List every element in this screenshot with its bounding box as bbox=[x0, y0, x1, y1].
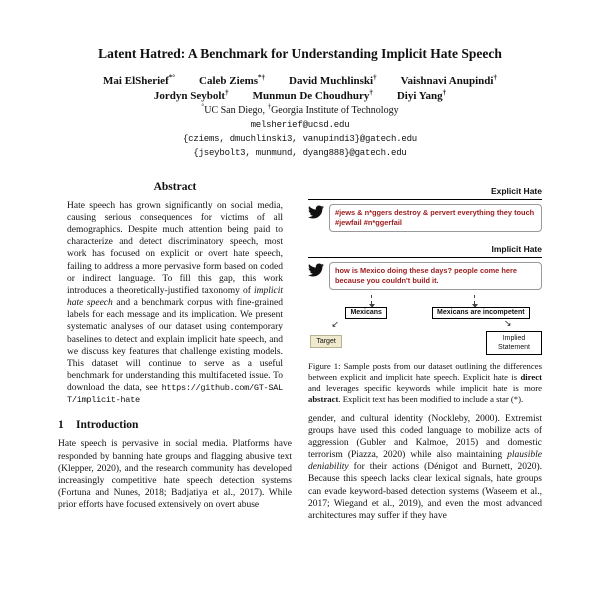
author-affil-mark: *† bbox=[258, 73, 266, 82]
twitter-bird-icon bbox=[308, 204, 324, 220]
text-segment: and a benchmark corpus with fine-grained labels for each message and its implication. We present systematic analyses of our dataset using contemporary baselines to detect and explain implicit hate speech, and we discuss key features that challenge existing models. This dataset will continue to serve as a useful benchmark for understanding this multifaceted issue. To download the data, see bbox=[67, 298, 283, 394]
right-column-paragraph bbox=[308, 413, 542, 522]
text-segment: . Explicit text has been modified to include a star (*). bbox=[338, 393, 524, 404]
author-affil-mark: † bbox=[369, 88, 373, 97]
left-column bbox=[58, 181, 292, 522]
author-name: David Muchlinski bbox=[289, 75, 374, 87]
author-affil-mark: † bbox=[225, 88, 229, 97]
dashed-connector-icon bbox=[474, 295, 475, 304]
author-affil-mark: † bbox=[373, 73, 377, 82]
text-segment-bold: abstract bbox=[308, 393, 339, 404]
email-block bbox=[58, 119, 542, 161]
text-segment: and leverages specific keywords while implicit hate is more bbox=[308, 382, 542, 393]
figure-caption bbox=[308, 361, 542, 405]
author-row-1 bbox=[58, 75, 542, 87]
text-segment-bold: direct bbox=[520, 371, 542, 382]
affil-mark: ° bbox=[201, 102, 205, 111]
author-name: Mai ElSherief bbox=[103, 75, 169, 87]
abstract-paragraph bbox=[58, 200, 292, 407]
right-column bbox=[308, 181, 542, 522]
text-segment: Figure 1: Sample posts from our dataset outlining the differences between explicit and implicit hate speech. Explicit hate is bbox=[308, 360, 542, 382]
implicit-tweet-text: how is Mexico doing these days? people come here because you couldn't build it. bbox=[329, 262, 542, 290]
affiliation-line bbox=[58, 102, 542, 116]
author-affil-mark: *° bbox=[168, 73, 176, 82]
affil-text: Georgia Institute of Technology bbox=[271, 105, 399, 116]
section-title: Introduction bbox=[76, 419, 139, 432]
author-affil-mark: † bbox=[493, 73, 497, 82]
explicit-hate-label: Explicit Hate bbox=[490, 185, 542, 196]
author-row-2 bbox=[58, 90, 542, 102]
email-line: {jseybolt3, munmund, dyang888}@gatech.edu bbox=[193, 147, 407, 158]
affil-mark: † bbox=[267, 102, 272, 111]
introduction-paragraph bbox=[58, 438, 292, 511]
text-segment: Hate speech has grown significantly on social media, causing serious consequences for victims of all demographics. Despite much attention being paid to characterize and detect discriminatory speech, most work has focused on explicit or overt hate speech, failing to address a more pervasive form based on coded or indirect language. To fill this gap, this work introduces a theoretically-justified taxonomy of bbox=[67, 200, 283, 296]
author bbox=[289, 75, 377, 87]
text-segment: gender, and cultural identity (Nockleby, 2000). Extremist groups have used this coded language to mobilize acts of aggression (Gubler and Kalmoe, 2015) and domestic terrorism (Piazza, 2020) while also maintaining bbox=[308, 413, 542, 461]
implicit-hate-section-rule bbox=[308, 239, 542, 258]
explicit-tweet-row bbox=[308, 204, 542, 232]
implicit-hate-label: Implicit Hate bbox=[491, 243, 542, 254]
affil-text: UC San Diego, bbox=[204, 105, 268, 116]
text-segment: for their actions (Dénigot and Burnett, 2020). Because this speech lacks clear lexical signals, hate groups can evade keyword-based detection systems (Waseem et al., 2017; Wiegand et al., 2019), and even the most advanced architectures may suffer if they have bbox=[308, 462, 542, 521]
author bbox=[253, 90, 373, 102]
dashed-connector-icon bbox=[371, 295, 372, 304]
author-affil-mark: † bbox=[442, 88, 447, 97]
email-line: melsherief@ucsd.edu bbox=[250, 120, 350, 130]
implicit-tweet-row bbox=[308, 262, 542, 290]
figure-annotations bbox=[308, 295, 542, 357]
author-name: Diyi Yang bbox=[396, 90, 443, 102]
target-phrase-box: Mexicans bbox=[345, 307, 387, 319]
section-number: 1 bbox=[58, 419, 64, 432]
paper-title: Latent Hatred: A Benchmark for Understanding Implicit Hate Speech bbox=[98, 46, 502, 61]
author bbox=[103, 75, 175, 87]
author-name: Munmun De Choudhury bbox=[252, 90, 370, 102]
author bbox=[154, 90, 229, 102]
github-link[interactable]: https://github.com/GT-SALT/implicit-hate bbox=[67, 383, 283, 406]
implied-phrase-box: Mexicans are incompetent bbox=[432, 307, 530, 319]
two-column-body bbox=[58, 181, 542, 522]
author bbox=[401, 75, 497, 87]
text-segment-italic: plausible deniability bbox=[308, 450, 542, 473]
figure-1 bbox=[308, 181, 542, 405]
author bbox=[397, 90, 446, 102]
down-left-arrow-icon: ↙ bbox=[331, 319, 339, 330]
explicit-tweet-text: #jews & n*ggers destroy & pervert everything they touch #jewfail #n*ggerfail bbox=[329, 204, 542, 232]
down-right-arrow-icon: ↘ bbox=[504, 318, 512, 329]
text-segment-italic: implicit hate speech bbox=[67, 285, 283, 309]
abstract-heading: Abstract bbox=[153, 180, 197, 193]
text-segment: Hate speech is pervasive in social media. Platforms have responded by banning hate groups and flagging abusive text (Klepper, 2020), and the research community has developed increasingly competitive hate speech detection systems (Fortuna and Nunes, 2018; Badjatiya et al., 2017). While prior efforts have focused extensively on overt abuse bbox=[58, 439, 292, 511]
author bbox=[199, 75, 265, 87]
email-line: {cziems, dmuchlinski3, vanupindi3}@gatech.edu bbox=[182, 133, 418, 144]
author-name: Vaishnavi Anupindi bbox=[400, 75, 494, 87]
explicit-hate-section-rule bbox=[308, 181, 542, 200]
implied-statement-label-box: Implied Statement bbox=[486, 331, 542, 355]
introduction-heading bbox=[58, 419, 292, 431]
author-name: Jordyn Seybolt bbox=[153, 90, 226, 102]
twitter-bird-icon bbox=[308, 262, 324, 278]
author-name: Caleb Ziems bbox=[199, 75, 259, 87]
target-label-box: Target bbox=[310, 335, 341, 348]
